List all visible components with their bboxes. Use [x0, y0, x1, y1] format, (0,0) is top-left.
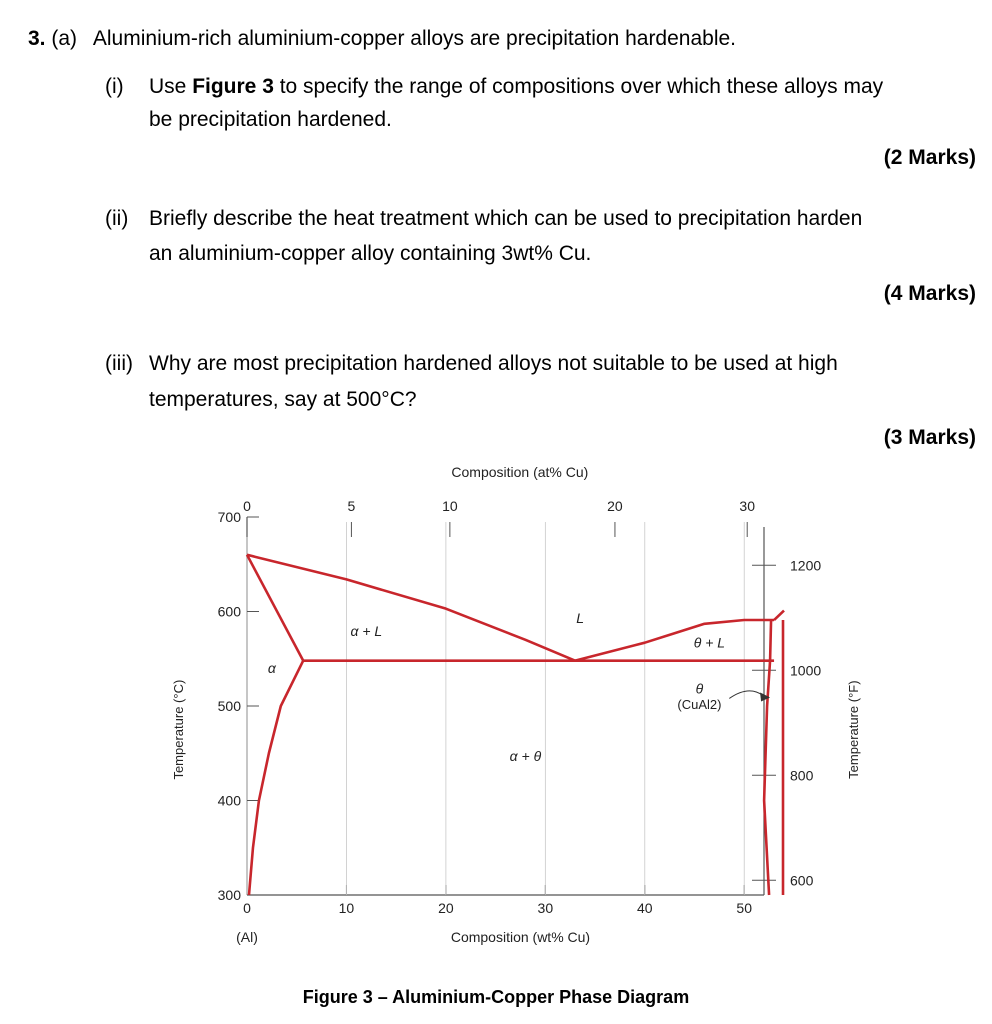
marks-part-i: (2 Marks)	[883, 146, 976, 169]
y-tick-label: 500	[217, 698, 241, 714]
phase-label--: θ	[695, 680, 704, 697]
part-iii-line1	[105, 352, 838, 376]
phase-label--l: θ + L	[693, 634, 726, 651]
top-tick-label: 5	[347, 498, 356, 514]
top-tick-label: 0	[243, 498, 251, 514]
y-tick-label: 400	[217, 792, 241, 809]
right-tick-label: 800	[790, 767, 814, 784]
theta-pointer-arrow	[729, 691, 764, 699]
part-i-text: Use	[149, 75, 193, 98]
top-axis-title: Composition (at% Cu)	[451, 464, 589, 480]
y-tick-label: 700	[217, 509, 241, 525]
marks-part-iii: (3 Marks)	[883, 426, 976, 449]
top-tick-label: 30	[739, 498, 755, 514]
phase-diagram	[0, 455, 992, 975]
x-tick-label: 20	[438, 900, 454, 916]
part-ii-line2: an aluminium-copper alloy containing 3wt% Cu.	[149, 242, 592, 265]
phase-label--: α	[267, 659, 276, 676]
phase-label--cual2-: (CuAl2)	[677, 696, 722, 712]
x-tick-label: 10	[338, 900, 355, 916]
part-ii-text: Briefly describe the heat treatment which can be used to precipitation harden	[149, 207, 863, 230]
question-stem: Aluminium-rich aluminium-copper alloys are precipitation hardenable.	[92, 27, 737, 50]
y-tick-label: 300	[217, 887, 241, 903]
figure-reference: Figure 3	[192, 75, 274, 98]
top-tick-label: 20	[607, 498, 623, 514]
y-tick-label: 600	[217, 603, 241, 620]
top-tick-label: 10	[442, 498, 458, 514]
part-i-text-cont: to specify the range of compositions over which these alloys may	[273, 75, 884, 98]
right-tick-label: 1000	[790, 662, 822, 679]
part-iii-label: (iii)	[105, 352, 133, 375]
part-i-line1	[105, 75, 884, 99]
question-part: (a)	[51, 27, 78, 50]
part-ii-line1	[105, 207, 863, 231]
phase-line-solvus	[249, 661, 303, 895]
right-tick-label: 1200	[790, 557, 822, 574]
phase-label-l: L	[576, 609, 585, 626]
marks-part-ii: (4 Marks)	[883, 282, 976, 305]
part-iii-line2: temperatures, say at 500°C?	[149, 388, 417, 411]
question-number: 3.	[28, 27, 46, 50]
part-ii-label: (ii)	[105, 207, 129, 230]
x-tick-label: 40	[636, 900, 653, 916]
x-axis-title: Composition (wt% Cu)	[450, 929, 591, 945]
right-axis-title: Temperature (°F)	[846, 680, 861, 779]
phase-label--l: α + L	[350, 623, 383, 640]
x-tick-label: 0	[243, 900, 251, 916]
part-iii-text: Why are most precipitation hardened alloys not suitable to be used at high	[149, 352, 838, 375]
right-tick-label: 600	[790, 872, 814, 889]
phase-label--: α + θ	[509, 747, 542, 764]
x-tick-label: 30	[537, 900, 554, 916]
figure-caption: Figure 3 – Aluminium-Copper Phase Diagram	[302, 987, 690, 1007]
part-i-label: (i)	[105, 75, 124, 98]
question-3a-stem	[28, 27, 736, 51]
x-origin-note: (Al)	[236, 929, 258, 945]
y-axis-title: Temperature (°C)	[171, 679, 186, 780]
phase-line-upper	[774, 611, 784, 620]
part-i-line2: be precipitation hardened.	[149, 108, 392, 131]
x-tick-label: 50	[736, 900, 753, 916]
phase-line-solidus	[247, 555, 303, 661]
